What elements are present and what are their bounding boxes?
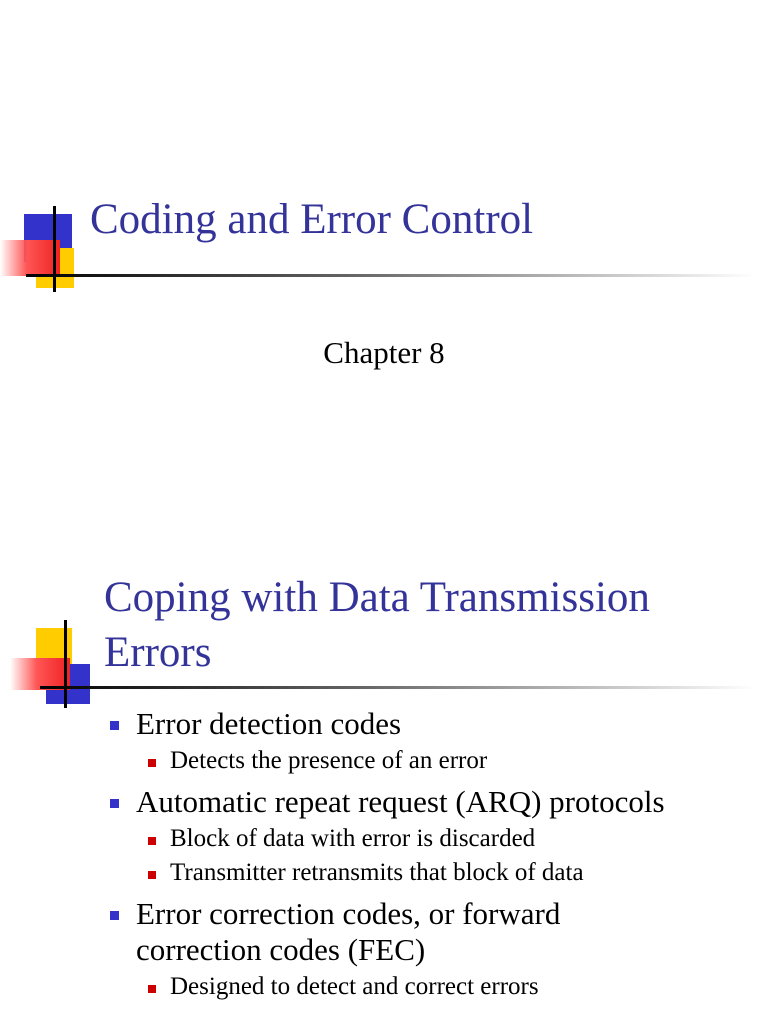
slide-2 [0,512,768,1024]
sub-bullet-text: Block of data with error is discarded [170,825,536,852]
bullet-text: Error detection codes [136,706,402,741]
bullet-text: Automatic repeat request (ARQ) protocols [136,784,665,819]
vertical-line-decoration [53,206,56,292]
sub-bullet-text: Transmitter retransmits that block of data [170,859,584,886]
bullet-text-line-2: correction codes (FEC) [136,932,426,967]
slide-title [104,570,744,680]
square-bullet-icon [110,911,119,920]
slide-subtitle: Chapter 8 [323,335,445,370]
title-underline [26,274,756,277]
bullet-item [108,706,748,742]
title-underline [40,686,756,689]
slide-title: Coding and Error Control [90,196,534,243]
slide-title-line-2: Errors [104,629,212,676]
sub-bullet-text: Detects the presence of an error [170,747,488,774]
sub-bullet-item [108,746,748,776]
square-bullet-icon [110,721,119,730]
square-bullet-icon [148,985,156,993]
slide-title-line-1: Coping with Data Transmission [104,574,650,621]
vertical-line-decoration [64,620,67,708]
bullet-item [108,896,748,968]
sub-bullet-item [108,858,748,888]
square-bullet-icon [148,759,156,767]
bullet-text-line-1: Error correction codes, or forward [136,896,561,931]
sub-bullet-item [108,824,748,854]
sub-bullet-text: Designed to detect and correct errors [170,973,539,1000]
bullet-list [108,706,748,1010]
sub-bullet-item [108,972,748,1002]
red-bar-decoration [0,240,60,276]
square-bullet-icon [110,799,119,808]
square-bullet-icon [148,871,156,879]
bullet-item [108,784,748,820]
square-bullet-icon [148,837,156,845]
